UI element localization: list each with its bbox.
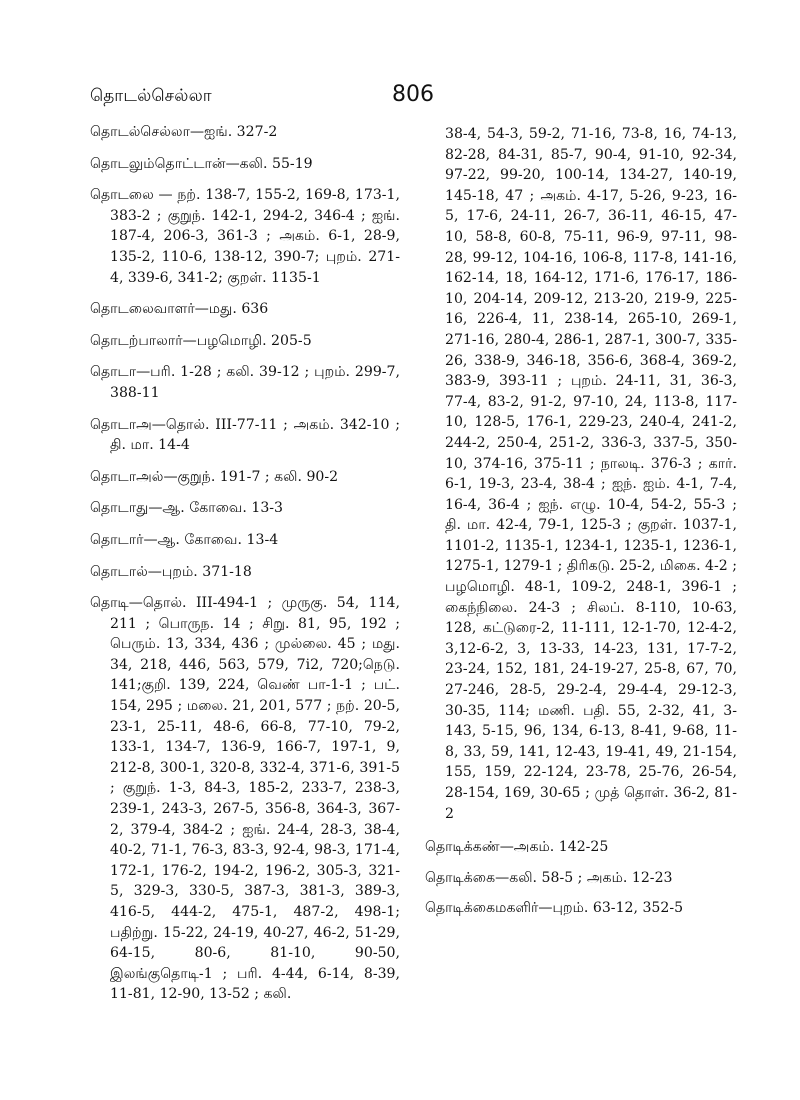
right-column [425,124,737,929]
index-entry: தொடல்செல்லா—ஐங். 327-2 [90,124,278,140]
index-entry: தொடாஅல்—குறுந். 191-7 ; கலி. 90-2 [90,468,339,485]
index-entry: தொடி—தொல். III-494-1 ; முருகு. 54, 114, 211 ; பொருந. 14 ; சிறு. 81, 95, 192 ; பெரும். 13, 334, 436 ; முல்லை. 45 ; மது. 34, 218, 446, 563, 579, 7i2, 720;நெடு. 141;குறி. 139, 224, வெண் பா-1-1 ; பட். 154, 295 ; மலை. 21, 201, 577 ; நற். 20-5, 23-1, 25-11, 48-6, 66-8, 77-10, 79-2, 133-1, 134-7, 136-9, 166-7, 197-1, 9, 212-8, 300-1, 320-8, 332-4, 371-6, 391-5 ; குறுந். 1-3, 84-3, 185-2, 233-7, 238-3, 239-1, 243-3, 267-5, 356-8, 364-3, 367-2, 379-4, 384-2 ; ஐங். 24-4, 28-3, 38-4, 40-2, 71-1, 76-3, 83-3, 92-4, 98-3, 171-4, 172-1, 176-2, 194-2, 196-2, 305-3, 321-5, 329-3, 330-5, 387-3, 381-3, 389-3, 416-5, 444-2, 475-1, 487-2, 498-1; பதிற்று. 15-22, 24-19, 40-27, 46-2, 51-29, 64-15, 80-6, 81-10, 90-50, இலங்குதொடி-1 ; பரி. 4-44, 6-14, 8-39, 11-81, 12-90, 13-52 ; கலி. [90,595,400,1003]
index-entry: தொடால்—புறம். 371-18 [90,563,252,580]
index-entry: தொடார்—ஆ. கோவை. 13-4 [90,531,279,548]
index-entry: தொடிக்கண்—அகம். 142-25 [425,839,609,856]
page-number: 806 [392,82,434,107]
index-entry: தொடலும்தொட்டான்—கலி. 55-19 [90,155,313,172]
index-entry: தொடிக்கைமகளிர்—புறம். 63-12, 352-5 [425,900,684,917]
running-head: தொடல்செல்லா [90,86,212,106]
index-entry: தொடலைவாளர்—மது. 636 [90,301,269,318]
left-column [90,122,400,1016]
index-entry: தொடற்பாலார்—பழமொழி. 205-5 [90,332,312,349]
index-entry-continuation: 38-4, 54-3, 59-2, 71-16, 73-8, 16, 74-13, 82-28, 84-31, 85-7, 90-4, 91-10, 92-34, 97-22, 99-20, 100-14, 134-27, 140-19, 145-18, 47 ; அகம். 4-17, 5-26, 9-23, 16-5, 17-6, 24-11, 26-7, 36-11, 46-15, 47-10, 58-8, 60-8, 75-11, 96-9, 97-11, 98-28, 99-12, 104-16, 106-8, 117-8, 141-16, 162-14, 18, 164-12, 171-6, 176-17, 186-10, 204-14, 209-12, 213-20, 219-9, 225-16, 226-4, 11, 238-14, 265-10, 269-1, 271-16, 280-4, 286-1, 287-1, 300-7, 335-26, 338-9, 346-18, 356-6, 368-4, 369-2, 383-9, 393-11 ; புறம். 24-11, 31, 36-3, 77-4, 83-2, 91-2, 97-10, 24, 113-8, 117-10, 128-5, 176-1, 229-23, 240-4, 241-2, 244-2, 250-4, 251-2, 336-3, 337-5, 350-10, 374-16, 375-11 ; நாலடி. 376-3 ; கார். 6-1, 19-3, 23-4, 38-4 ; ஐந். ஐம். 4-1, 7-4, 16-4, 36-4 ; ஐந். எழு. 10-4, 54-2, 55-3 ; தி. மா. 42-4, 79-1, 125-3 ; குறள். 1037-1, 1101-2, 1135-1, 1234-1, 1235-1, 1236-1, 1275-1, 1279-1 ; திரிகடு. 25-2, மிகை. 4-2 ; பழமொழி. 48-1, 109-2, 248-1, 396-1 ; கைந்நிலை. 24-3 ; சிலப். 8-110, 10-63, 128, கட்டுரை-2, 11-111, 12-1-70, 12-4-2, 3,12-6-2, 3, 13-33, 14-23, 131, 17-7-2, 23-24, 152, 181, 24-19-27, 25-8, 67, 70, 27-246, 28-5, 29-2-4, 29-4-4, 29-12-3, 30-35, 114; மணி. பதி. 55, 2-32, 41, 3-143, 5-15, 96, 134, 6-13, 8-41, 9-68, 11-8, 33, 59, 141, 12-43, 19-41, 49, 21-154, 155, 159, 22-124, 23-78, 25-76, 26-54, 28-154, 169, 30-65 ; முத் தொள். 36-2, 81-2 [445,126,737,822]
index-entry: தொடிக்கை—கலி. 58-5 ; அகம். 12-23 [425,869,673,886]
index-entry: தொடாது—ஆ. கோவை. 13-3 [90,500,284,517]
index-entry: தொடாஅ—தொல். III-77-11 ; அகம். 342-10 ; தி. மா. 14-4 [90,416,400,454]
index-entry: தொடலை — நற். 138-7, 155-2, 169-8, 173-1, 383-2 ; குறுந். 142-1, 294-2, 346-4 ; ஐங். 187-4, 206-3, 361-3 ; அகம். 6-1, 28-9, 135-2, 110-6, 138-12, 390-7; புறம். 271-4, 339-6, 341-2; குறள். 1135-1 [90,187,400,286]
index-entry: தொடா—பரி. 1-28 ; கலி. 39-12 ; புறம். 299-7, 388-11 [90,364,400,401]
